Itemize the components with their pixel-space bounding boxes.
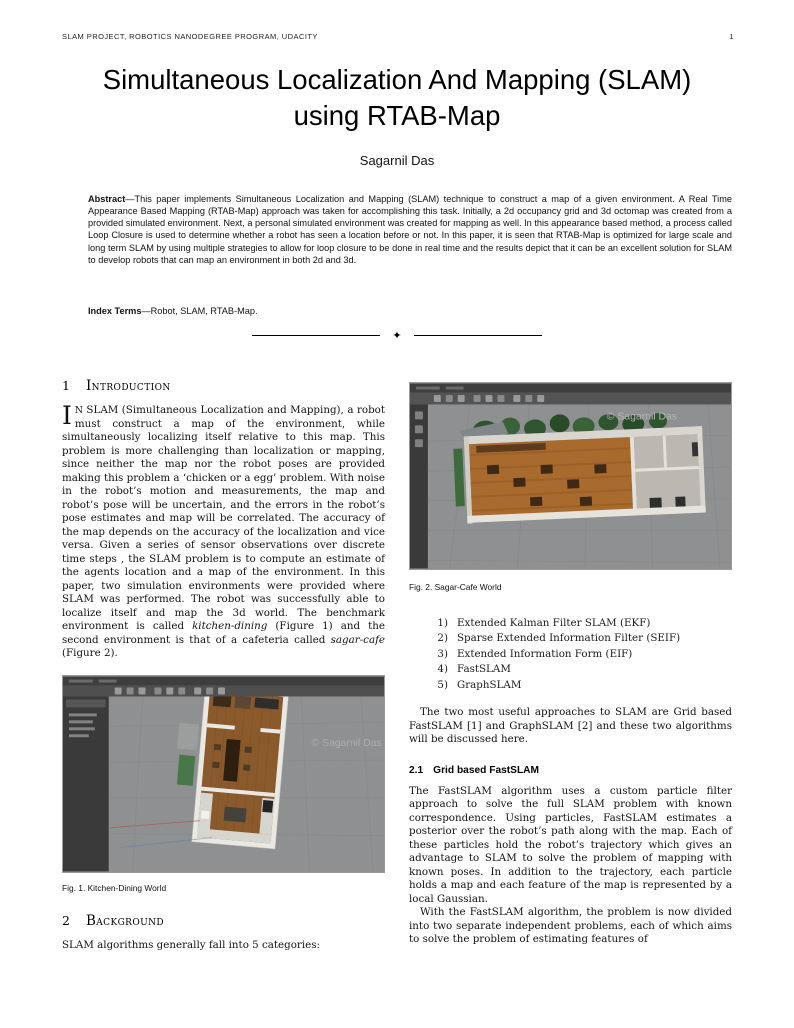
- list-item-number: 4): [437, 663, 448, 676]
- watermark-text: © Sagarnil Das: [606, 411, 678, 423]
- panel-icons: [415, 411, 423, 447]
- background-intro-line: SLAM algorithms generally fall into 5 categories:: [62, 938, 320, 951]
- figure-1: [62, 675, 385, 893]
- paper-title: Simultaneous Localization And Mapping (SLAM) using RTAB-Map: [102, 64, 692, 132]
- background-summary-paragraph: The two most useful approaches to SLAM are Grid based FastSLAM [1] and GraphSLAM [2] and these two algorithms will be discussed here.: [409, 706, 732, 746]
- divider-line-right: [414, 335, 542, 336]
- list-item: [433, 631, 732, 646]
- list-item: [433, 647, 732, 662]
- intro-paragraph: [62, 401, 385, 661]
- figure-2: [409, 382, 732, 592]
- watermark-text: © Sagarnil Das: [311, 737, 382, 749]
- page-number: 1: [729, 32, 734, 41]
- subsection-number: 2.1: [409, 764, 424, 776]
- figure-2-caption: Fig. 2. Sagar-Cafe World: [409, 582, 502, 592]
- author-name: Sagarnil Das: [359, 153, 435, 168]
- right-column: [409, 378, 732, 952]
- dropcap-smallcap: N: [74, 405, 83, 416]
- list-item-label: Extended Kalman Filter SLAM (EKF): [457, 617, 651, 630]
- subsection-title: Grid based FastSLAM: [433, 764, 540, 776]
- intro-emphasis-kitchen-dining: kitchen-dining: [192, 620, 268, 632]
- list-item-label: Sparse Extended Information Filter (SEIF): [457, 632, 681, 645]
- section-divider: [0, 330, 794, 341]
- divider-line-left: [252, 335, 380, 336]
- running-title: SLAM PROJECT, ROBOTICS NANODEGREE PROGRAM, UDACITY: [62, 32, 318, 41]
- intro-emphasis-sagar-cafe: sagar-cafe: [330, 633, 385, 646]
- intro-text-c: (Figure 2).: [62, 647, 118, 659]
- section-title: Background: [85, 912, 165, 929]
- dropcap-letter: I: [62, 401, 72, 430]
- toolbar-icons: [434, 395, 544, 402]
- running-head: [62, 32, 734, 41]
- intro-text-a: SLAM (Simultaneous Localization and Mapping), a robot must construct a map of the environment, while simultaneously localizing itself relative to this map. This problem is more challenging than localization or mapping, since neither the map nor the robot poses are provided making this problem a ‘chicken or a egg’ problem. With noise in the robot’s motion and measurements, the map and robot’s pose will be uncertain, and the errors in the robot’s pose estimates and map will be correlated. The accuracy of the map depends on the accuracy of the localization and vice versa. Given a series of sensor observations over discrete time steps , the SLAM problem is to compute an estimate of the agents location and a map of the environment. In this paper, two simulation environments were provided where SLAM was performed. The robot was successfully able to localize itself and map the 3d world. The benchmark environment is called: [62, 404, 385, 632]
- figure-1-caption: Fig. 1. Kitchen-Dining World: [62, 882, 167, 893]
- intro-text-b: (Figure 1) and the second environment is that of a cafeteria called: [62, 620, 385, 646]
- divider-star-icon: ✦: [392, 329, 402, 342]
- list-item-label: Extended Information Form (EIF): [457, 647, 633, 660]
- section-heading-background: [62, 913, 385, 929]
- index-terms-label: Index Terms: [88, 306, 142, 316]
- list-item-number: 1): [437, 617, 448, 630]
- two-column-body: [62, 378, 732, 952]
- slam-categories-list: [433, 616, 732, 693]
- list-item-number: 3): [437, 647, 448, 660]
- gazebo-viewport-kitchen-dining: [63, 676, 384, 872]
- abstract-label: Abstract: [88, 194, 126, 204]
- toolbar-icons: [115, 687, 225, 694]
- abstract-text: —This paper implements Simultaneous Localization and Mapping (SLAM) technique to construct a map of a given environment. A Real Time Appearance Based Mapping (RTAB-Map) approach was taken for accomplishing this task. Initially, a 2d occupancy grid and 3d octomap was created from a provided simulated environment. Next, a personal simulated environment was created for mapping as well. In this appearance based method, a process called Loop Closure is used to determine whether a robot has seen a location before or not. In this paper, it is seen that RTAB-Map is optimized for large scale and long term SLAM by using multiple strategies to allow for loop closure to be done in real time and the results depict that it can be an excellent solution for SLAM to develop robots that can map an environment in both 2d and 3d.: [88, 194, 732, 265]
- list-item-label: GraphSLAM: [457, 678, 522, 691]
- section-heading-introduction: [62, 378, 385, 394]
- section-number: 2: [62, 912, 70, 928]
- section-title: Introduction: [85, 378, 171, 394]
- fastslam-paragraph-2: With the FastSLAM algorithm, the problem is now divided into two separate independent problems, each of which aims to solve the problem of estimating features of: [409, 906, 732, 946]
- figure2-gazebo-screenshot: [409, 382, 732, 570]
- fastslam-paragraph-1: The FastSLAM algorithm uses a custom particle filter approach to solve the full SLAM problem with known correspondence. Using particles, FastSLAM estimates a posterior over the robot’s path along with the map. Each of these particles hold the robot’s trajectory which gives an advantage to SLAM to solve the problem of mapping with known poses. In addition to the trajectory, each particle holds a map and each feature of the map is represented by a local Gaussian.: [409, 784, 732, 905]
- index-terms: [88, 306, 732, 316]
- section-number: 1: [62, 378, 70, 393]
- subsection-heading-fastslam: [409, 765, 732, 776]
- list-item: [433, 616, 732, 631]
- abstract: [88, 193, 732, 266]
- index-terms-text: —Robot, SLAM, RTAB-Map.: [141, 306, 258, 316]
- list-item: [433, 662, 732, 677]
- left-column: [62, 378, 385, 952]
- list-item-number: 5): [437, 678, 448, 691]
- list-item: [433, 678, 732, 693]
- figure1-gazebo-screenshot: [62, 675, 385, 873]
- list-item-number: 2): [437, 632, 448, 645]
- list-item-label: FastSLAM: [457, 663, 511, 676]
- gazebo-viewport-sagar-cafe: [410, 383, 731, 569]
